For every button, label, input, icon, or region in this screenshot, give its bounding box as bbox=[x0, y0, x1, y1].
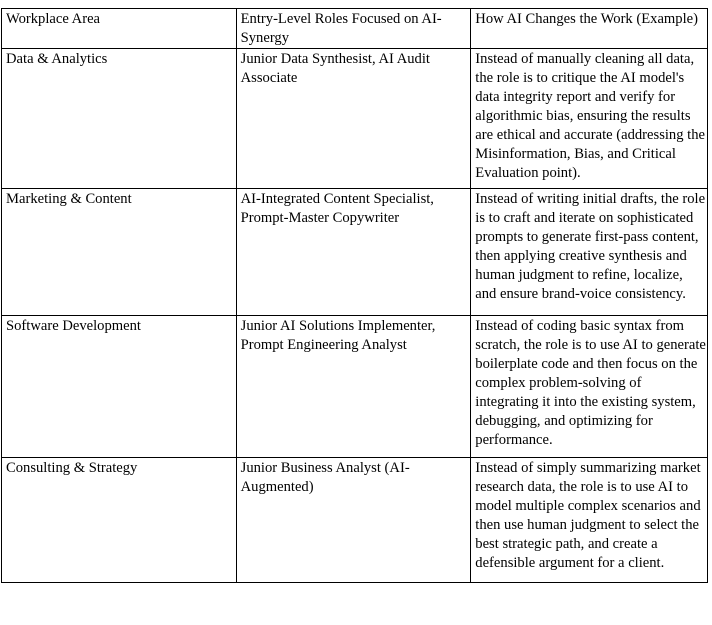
ai-roles-table bbox=[1, 8, 708, 583]
cell-workplace-area: Marketing & Content bbox=[2, 189, 237, 316]
cell-workplace-area: Data & Analytics bbox=[2, 49, 237, 189]
cell-ai-change: Instead of manually cleaning all data, the role is to critique the AI model's data integrity report and verify for algorithmic bias, ensuring the results are ethical and accurate (addressing the Misinformation, Bias, and Critical Evaluation point). bbox=[471, 49, 708, 189]
header-how-ai-changes: How AI Changes the Work (Example) bbox=[471, 9, 708, 49]
cell-ai-change: Instead of simply summarizing market research data, the role is to use AI to model multiple complex scenarios and then use human judgment to select the best strategic path, and create a defensible argument for a client. bbox=[471, 458, 708, 583]
cell-ai-change: Instead of writing initial drafts, the role is to craft and iterate on sophisticated prompts to generate first-pass content, then applying creative synthesis and human judgment to refine, localize, and ensure brand-voice consistency. bbox=[471, 189, 708, 316]
cell-roles: Junior AI Solutions Implementer, Prompt Engineering Analyst bbox=[236, 316, 471, 458]
cell-roles: AI-Integrated Content Specialist, Prompt-Master Copywriter bbox=[236, 189, 471, 316]
table-header-row bbox=[2, 9, 708, 49]
cell-roles: Junior Business Analyst (AI-Augmented) bbox=[236, 458, 471, 583]
cell-workplace-area: Software Development bbox=[2, 316, 237, 458]
cell-roles: Junior Data Synthesist, AI Audit Associate bbox=[236, 49, 471, 189]
header-workplace-area: Workplace Area bbox=[2, 9, 237, 49]
header-entry-level-roles: Entry-Level Roles Focused on AI-Synergy bbox=[236, 9, 471, 49]
cell-ai-change: Instead of coding basic syntax from scratch, the role is to use AI to generate boilerplate code and then focus on the complex problem-solving of integrating it into the existing system, debugging, and optimizing for performance. bbox=[471, 316, 708, 458]
table-row bbox=[2, 49, 708, 189]
table-row bbox=[2, 189, 708, 316]
cell-workplace-area: Consulting & Strategy bbox=[2, 458, 237, 583]
table-row bbox=[2, 458, 708, 583]
table-row bbox=[2, 316, 708, 458]
